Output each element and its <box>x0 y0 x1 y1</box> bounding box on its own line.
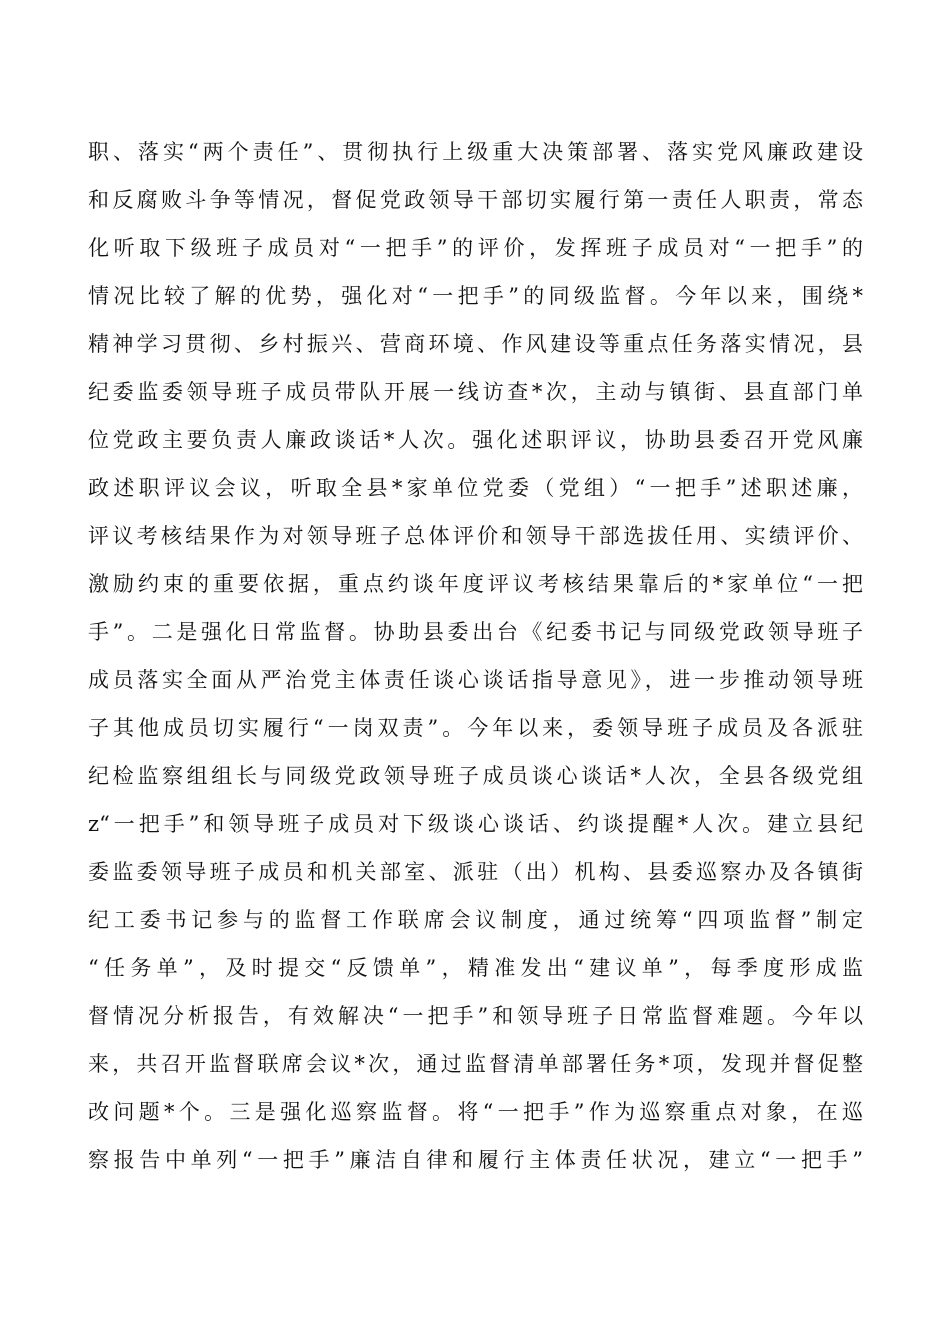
text-line: 纪工委书记参与的监督工作联席会议制度，通过统筹“四项监督”制定 <box>88 908 863 932</box>
text-line: 位党政主要负责人廉政谈话*人次。强化述职评议，协助县委召开党风廉 <box>88 428 863 452</box>
document-body <box>88 128 863 1184</box>
text-line: 职、落实“两个责任”、贯彻执行上级重大决策部署、落实党风廉政建设 <box>88 140 863 164</box>
text-line: 手”。二是强化日常监督。协助县委出台《纪委书记与同级党政领导班子 <box>88 620 863 644</box>
text-line: 激励约束的重要依据，重点约谈年度评议考核结果靠后的*家单位“一把 <box>88 572 863 596</box>
text-line: 和反腐败斗争等情况，督促党政领导干部切实履行第一责任人职责，常态 <box>88 188 863 212</box>
text-line: 化听取下级班子成员对“一把手”的评价，发挥班子成员对“一把手”的 <box>88 236 863 260</box>
text-line: 纪检监察组组长与同级党政领导班子成员谈心谈话*人次，全县各级党组 <box>88 764 863 788</box>
text-line: 成员落实全面从严治党主体责任谈心谈话指导意见》，进一步推动领导班 <box>88 668 863 692</box>
text-line: 督情况分析报告，有效解决“一把手”和领导班子日常监督难题。今年以 <box>88 1004 863 1028</box>
text-line: 评议考核结果作为对领导班子总体评价和领导干部选拔任用、实绩评价、 <box>88 524 863 548</box>
text-line: 改问题*个。三是强化巡察监督。将“一把手”作为巡察重点对象，在巡 <box>88 1100 863 1124</box>
text-line: 委监委领导班子成员和机关部室、派驻（出）机构、县委巡察办及各镇街 <box>88 860 863 884</box>
text-line: 政述职评议会议，听取全县*家单位党委（党组）“一把手”述职述廉， <box>88 476 863 500</box>
text-line: 察报告中单列“一把手”廉洁自律和履行主体责任状况，建立“一把手” <box>88 1148 863 1172</box>
text-line: z“一把手”和领导班子成员对下级谈心谈话、约谈提醒*人次。建立县纪 <box>88 812 863 836</box>
text-line: 来，共召开监督联席会议*次，通过监督清单部署任务*项，发现并督促整 <box>88 1052 863 1076</box>
text-line: 情况比较了解的优势，强化对“一把手”的同级监督。今年以来，围绕* <box>88 284 863 308</box>
text-line: “任务单”，及时提交“反馈单”，精准发出“建议单”，每季度形成监 <box>88 956 863 980</box>
text-line: 纪委监委领导班子成员带队开展一线访查*次，主动与镇街、县直部门单 <box>88 380 863 404</box>
text-line: 子其他成员切实履行“一岗双责”。今年以来，委领导班子成员及各派驻 <box>88 716 863 740</box>
text-line: 精神学习贯彻、乡村振兴、营商环境、作风建设等重点任务落实情况，县 <box>88 332 863 356</box>
